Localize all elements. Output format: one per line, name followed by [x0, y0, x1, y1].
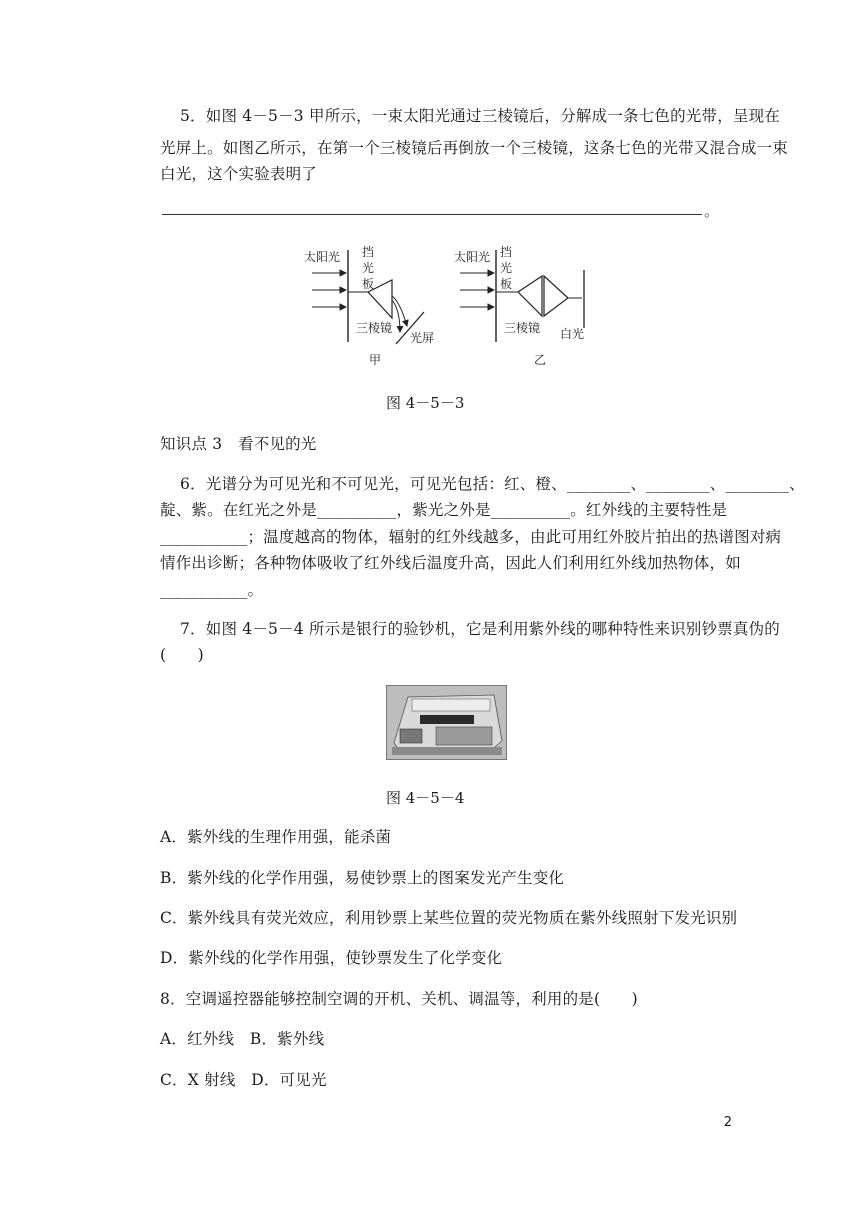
machine-top-panel [412, 699, 490, 711]
q5-line-2: 光屏上。如图乙所示，在第一个三棱镜后再倒放一个三棱镜，这条七色的光带又混合成一束 [160, 139, 789, 157]
fig-right-board-char-2: 光 [500, 261, 513, 275]
section-heading-3: 知识点 3 看不见的光 [160, 435, 317, 453]
machine-keypad [436, 727, 492, 745]
q7-answer-bracket: ( ) [160, 646, 204, 664]
q7-option-c[interactable]: C．紫外线具有荧光效应，利用钞票上某些位置的荧光物质在紫外线照射下发光识别 [160, 909, 738, 927]
q5-period: 。 [704, 202, 720, 220]
fig-right-prism-2 [544, 276, 568, 316]
q6-line-2: 靛、紫。在红光之外是__________，紫光之外是__________。红外线的主要特性是 [160, 501, 728, 519]
fig-left-board-char-1: 挡 [362, 245, 375, 259]
fig-left-screen-label: 光屏 [410, 331, 435, 345]
q7-line-1: 7．如图 4－5－4 所示是银行的验钞机，它是利用紫外线的哪种特性来识别钞票真伪的 [180, 620, 781, 638]
fig-right-white-label: 白光 [560, 327, 585, 341]
q6-line-3: ___________；温度越高的物体，辐射的红外线越多，由此可用红外胶片拍出的热谱图对病 [160, 528, 782, 546]
prism-diagram [296, 240, 626, 370]
fig-left-prism-label: 三棱镜 [356, 321, 393, 335]
q8-line-1: 8．空调遥控器能够控制空调的开机、关机、调温等，利用的是( ) [160, 990, 638, 1008]
machine-display [420, 715, 474, 724]
q7-option-d[interactable]: D．紫外线的化学作用强，使钞票发生了化学变化 [160, 949, 503, 967]
figure-caption-4-5-3: 图 4－5－3 [386, 394, 465, 412]
q7-option-a[interactable]: A．紫外线的生理作用强，能杀菌 [160, 828, 392, 846]
q8-options-cd[interactable]: C．X 射线 D．可见光 [160, 1071, 327, 1089]
page-number: 2 [723, 1115, 732, 1130]
q8-options-ab[interactable]: A．红外线 B．紫外线 [160, 1030, 325, 1048]
machine-left-button [400, 729, 422, 743]
fig-left-board-char-2: 光 [362, 261, 375, 275]
q7-option-b[interactable]: B．紫外线的化学作用强，易使钞票上的图案发光产生变化 [160, 869, 565, 887]
q6-line-4: 情作出诊断；各种物体吸收了红外线后温度升高，因此人们利用红外线加热物体，如 [160, 554, 741, 572]
fig-right-board-char-1: 挡 [500, 245, 513, 259]
fig-left-sun-label: 太阳光 [304, 250, 341, 264]
q5-answer-blank[interactable] [162, 214, 702, 215]
fig-left-board-char-3: 板 [362, 277, 375, 291]
fig-right-board-char-3: 板 [500, 277, 513, 291]
figure-caption-4-5-4: 图 4－5－4 [386, 789, 465, 807]
q5-line-3: 白光，这个实验表明了 [160, 165, 318, 183]
q6-line-1: 6．光谱分为可见光和不可见光，可见光包括：红、橙、________、________、________、 [180, 475, 805, 493]
fig-right-prism-label: 三棱镜 [504, 321, 541, 335]
fig-right-sun-label: 太阳光 [454, 250, 491, 264]
fig-right-sublabel: 乙 [534, 353, 547, 367]
currency-detector-photo [386, 685, 507, 760]
machine-base [392, 747, 502, 755]
q6-line-5: ___________。 [160, 581, 264, 599]
fig-left-sublabel: 甲 [369, 353, 382, 367]
q5-line-1: 5．如图 4－5－3 甲所示，一束太阳光通过三棱镜后，分解成一条七色的光带，呈现在 [180, 107, 781, 125]
fig-right-prism-1 [518, 276, 542, 316]
